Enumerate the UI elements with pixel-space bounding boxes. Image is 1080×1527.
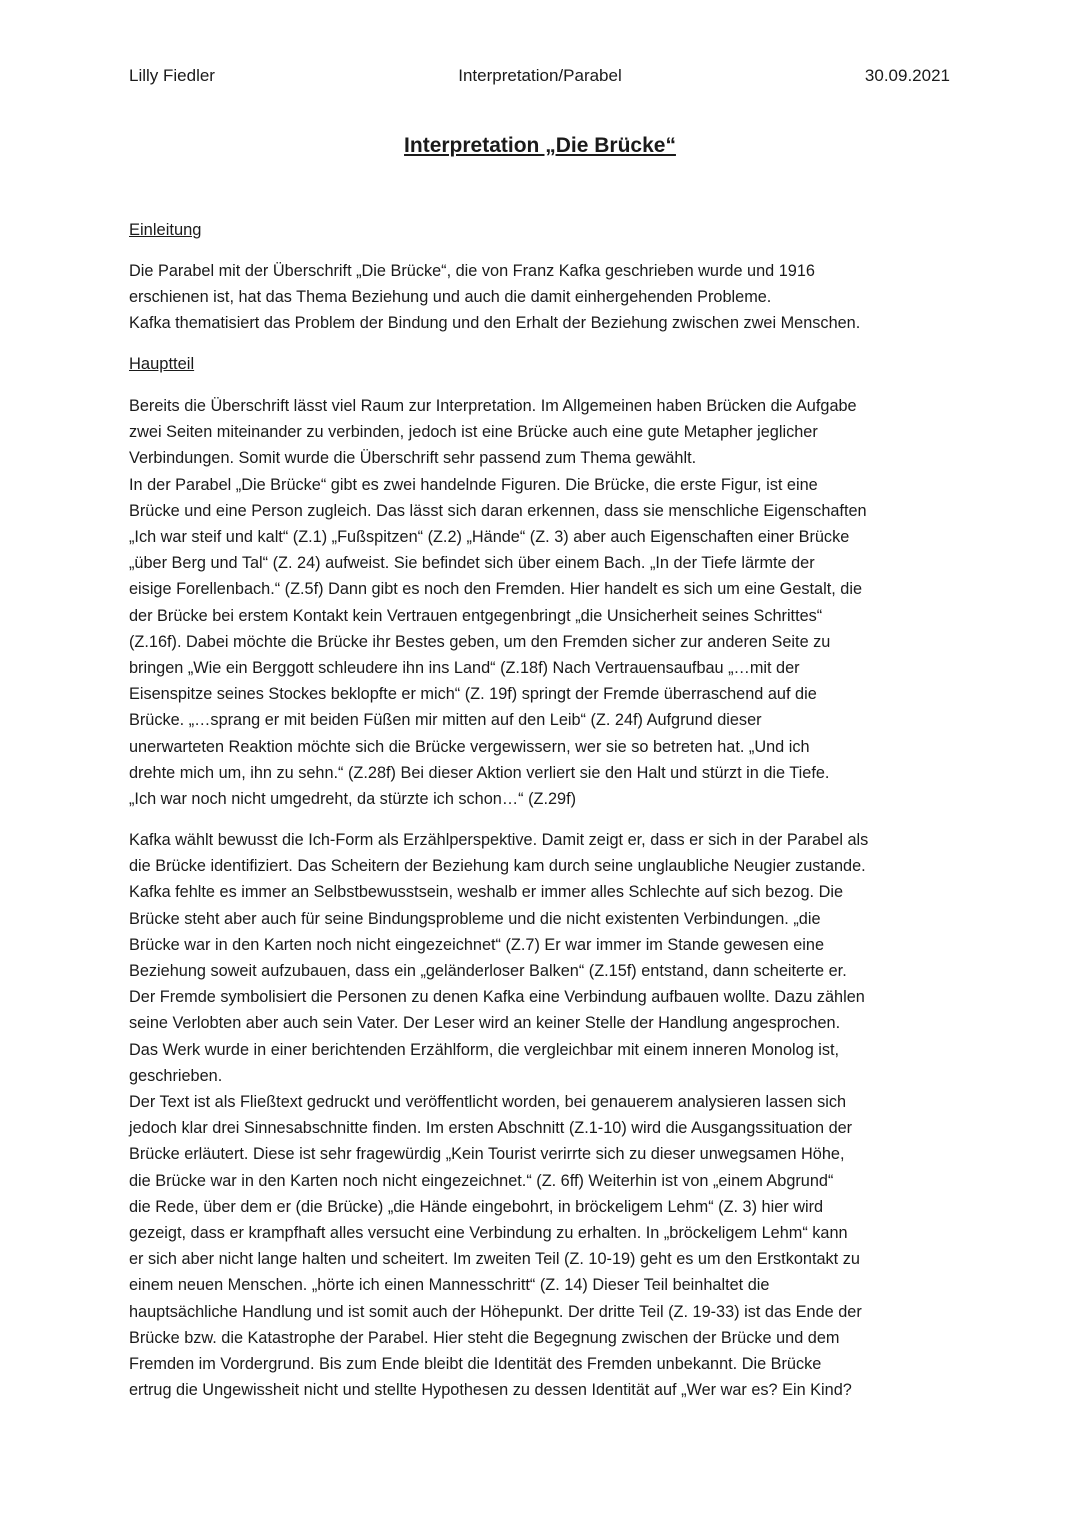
text-line: (Z.16f). Dabei möchte die Brücke ihr Bestes geben, um den Fremden sicher zur anderen Seite zu — [129, 632, 831, 651]
text-line: Das Werk wurde in einer berichtenden Erzählform, die vergleichbar mit einem inneren Monolog ist, — [129, 1040, 840, 1059]
text-line: Bereits die Überschrift lässt viel Raum zur Interpretation. Im Allgemeinen haben Brücken die Aufgabe — [129, 397, 857, 415]
text-line: unerwarteten Reaktion möchte sich die Brücke vergewissern, wer sie so betreten hat. „Und ich — [129, 737, 810, 756]
paragraph-main-2 — [129, 827, 959, 1403]
text-line: die Brücke war in den Karten noch nicht eingezeichnet.“ (Z. 6ff) Weiterhin ist von „einem Abgrund“ — [129, 1171, 834, 1190]
text-line: der Brücke bei erstem Kontakt kein Vertrauen entgegenbringt „die Unsicherheit seines Schrittes“ — [129, 606, 823, 625]
text-line: erschienen ist, hat das Thema Beziehung und auch die damit einhergehenden Probleme. — [129, 288, 772, 307]
text-line: Beziehung soweit aufzubauen, dass ein „geländerloser Balken“ (Z.15f) entstand, dann scheiterte er. — [129, 962, 847, 981]
text-line: eisige Forellenbach.“ (Z.5f) Dann gibt es noch den Fremden. Hier handelt es sich um eine Gestalt, die — [129, 580, 863, 599]
text-line: Brücke bzw. die Katastrophe der Parabel. Hier steht die Begegnung zwischen der Brücke und dem — [129, 1328, 840, 1347]
text-line: Brücke steht aber auch für seine Bindungsprobleme und die nicht existenten Verbindungen. „die — [129, 909, 821, 928]
text-line: zwei Seiten miteinander zu verbinden, jedoch ist eine Brücke auch eine gute Metapher jeglicher — [129, 423, 818, 442]
document-title: Interpretation „Die Brücke“ — [404, 134, 676, 157]
paragraph-intro — [129, 258, 959, 337]
text-line: „Ich war noch nicht umgedreht, da stürzte ich schon…“ (Z.29f) — [129, 790, 577, 809]
text-line: Kafka wählt bewusst die Ich-Form als Erzählperspektive. Damit zeigt er, dass er sich in der Parabel als — [129, 831, 869, 849]
text-line: drehte mich um, ihn zu sehn.“ (Z.28f) Bei dieser Aktion verliert sie den Halt und stürzt in die Tiefe. — [129, 763, 830, 782]
text-line: einem neuen Menschen. „hörte ich einen Mannesschritt“ (Z. 14) Dieser Teil beinhaltet die — [129, 1276, 770, 1295]
section-heading-main: Hauptteil — [129, 355, 195, 373]
text-line: Fremden im Vordergrund. Bis zum Ende bleibt die Identität des Fremden unbekannt. Die Brücke — [129, 1355, 822, 1374]
text-line: Kafka fehlte es immer an Selbstbewusstsein, weshalb er immer alles Schlechte auf sich bezog. Die — [129, 883, 843, 902]
text-line: „Ich war steif und kalt“ (Z.1) „Fußspitzen“ (Z.2) „Hände“ (Z. 3) aber auch Eigenschaften einer Brücke — [129, 528, 850, 547]
section-heading-intro: Einleitung — [129, 221, 202, 239]
text-line: seine Verlobten aber auch sein Vater. Der Leser wird an keiner Stelle der Handlung angesprochen. — [129, 1014, 841, 1033]
text-line: Der Fremde symbolisiert die Personen zu denen Kafka eine Verbindung aufbauen wollte. Dazu zählen — [129, 988, 865, 1007]
text-line: In der Parabel „Die Brücke“ gibt es zwei handelnde Figuren. Die Brücke, die erste Figur, ist eine — [129, 475, 818, 494]
text-line: ertrug die Ungewissheit nicht und stellte Hypothesen zu dessen Identität auf „Wer war es? Ein Kind? — [129, 1381, 852, 1400]
header-author: Lilly Fiedler — [129, 66, 215, 85]
text-line: Brücke. „…sprang er mit beiden Füßen mir mitten auf den Leib“ (Z. 24f) Aufgrund dieser — [129, 711, 762, 730]
text-line: die Rede, über dem er (die Brücke) „die Hände eingebohrt, in bröckeligem Lehm“ (Z. 3) hier wird — [129, 1197, 824, 1216]
text-line: Die Parabel mit der Überschrift „Die Brücke“, die von Franz Kafka geschrieben wurde und 1916 — [129, 262, 815, 280]
text-line: er sich aber nicht lange halten und scheitert. Im zweiten Teil (Z. 10-19) geht es um den Erstkontakt zu — [129, 1250, 860, 1269]
header-subject: Interpretation/Parabel — [458, 66, 622, 85]
paragraph-main-1 — [129, 393, 959, 812]
text-line: Eisenspitze seines Stockes beklopfte er mich“ (Z. 19f) springt der Fremde überraschend auf die — [129, 685, 817, 704]
text-line: bringen „Wie ein Berggott schleudere ihn ins Land“ (Z.18f) Nach Vertrauensaufbau „…mit der — [129, 659, 800, 678]
text-line: gezeigt, dass er krampfhaft alles versucht eine Verbindung zu erhalten. In „bröckeligem Lehm“ kann — [129, 1224, 848, 1243]
text-line: geschrieben. — [129, 1066, 223, 1085]
text-line: „über Berg und Tal“ (Z. 24) aufweist. Sie befindet sich über einem Bach. „In der Tiefe lärmte der — [129, 554, 815, 573]
text-line: Kafka thematisiert das Problem der Bindung und den Erhalt der Beziehung zwischen zwei Menschen. — [129, 314, 861, 333]
text-line: Brücke und eine Person zugleich. Das lässt sich daran erkennen, dass sie menschliche Eigenschaften — [129, 501, 867, 520]
header-date: 30.09.2021 — [864, 66, 950, 85]
text-line: Brücke war in den Karten noch nicht eingezeichnet“ (Z.7) Er war immer im Stande gewesen eine — [129, 935, 824, 954]
text-line: Verbindungen. Somit wurde die Überschrift sehr passend zum Thema gewählt. — [129, 449, 697, 468]
text-line: Brücke erläutert. Diese ist sehr fragewürdig „Kein Tourist verirrte sich zu dieser unwegsamen Höhe, — [129, 1145, 845, 1164]
text-line: hauptsächliche Handlung und ist somit auch der Höhepunkt. Der dritte Teil (Z. 19-33) ist das Ende der — [129, 1302, 862, 1321]
text-line: die Brücke identifiziert. Das Scheitern der Beziehung kam durch seine unglaubliche Neugier zustande. — [129, 857, 866, 876]
text-line: jedoch klar drei Sinnesabschnitte finden. Im ersten Abschnitt (Z.1-10) wird die Ausgangssituation der — [129, 1119, 853, 1138]
text-line: Der Text ist als Fließtext gedruckt und veröffentlicht worden, bei genauerem analysieren lassen sich — [129, 1093, 847, 1112]
